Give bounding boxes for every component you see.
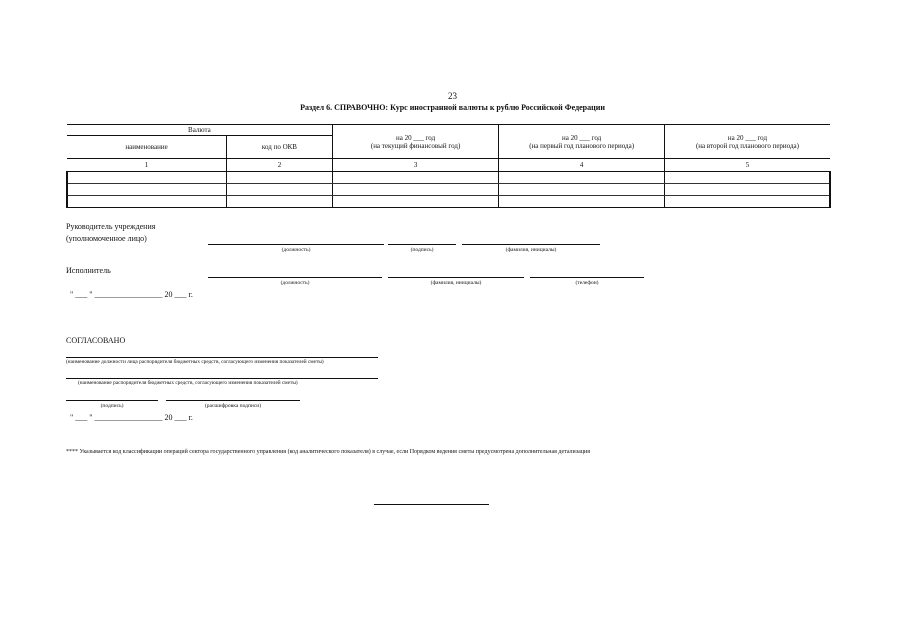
table-cell[interactable]: [499, 184, 665, 196]
year2-header: [499, 125, 665, 159]
table-cell[interactable]: [67, 184, 227, 196]
col-okv-header: код по ОКВ: [227, 136, 333, 159]
exec-caption-phone: (телефон): [575, 280, 599, 286]
column-numbers-row: [67, 159, 830, 172]
exec-caption-position: (должность): [280, 280, 310, 286]
approval-caption-position: (наименование должности лица распорядителя бюджетных средств, согласующего изменения показателей сметы): [66, 359, 324, 365]
head-signature-line[interactable]: [388, 244, 456, 245]
section-title: Раздел 6. СПРАВОЧНО: Курс иностранной валюты к рублю Российской Федерации: [300, 103, 605, 112]
year3-header: [664, 125, 830, 159]
table-cell[interactable]: [227, 172, 333, 184]
head-label-line2: (уполномоченное лицо): [66, 234, 147, 243]
approval-title: СОГЛАСОВАНО: [66, 336, 126, 345]
column-number: 1: [67, 159, 227, 172]
exec-name-line[interactable]: [388, 277, 524, 278]
col-name-header: наименование: [125, 143, 168, 151]
head-label-line1: Руководитель учреждения: [66, 222, 156, 231]
table-cell[interactable]: [664, 172, 830, 184]
head-caption-signature: (подпись): [410, 247, 434, 253]
approval-signature-line[interactable]: [66, 400, 158, 401]
year1-header-top: на 20 ___ год: [395, 133, 436, 142]
table-header-row-1: [67, 125, 830, 136]
table-cell[interactable]: [664, 196, 830, 208]
year2-header-top: на 20 ___ год: [562, 133, 602, 142]
table-cell[interactable]: [332, 196, 499, 208]
column-number: 5: [664, 159, 830, 172]
table-cell[interactable]: [664, 184, 830, 196]
head-caption-name: (фамилия, инициалы): [505, 247, 557, 253]
table-cell[interactable]: [499, 172, 665, 184]
head-name-line[interactable]: [462, 244, 600, 245]
closing-divider: [374, 504, 489, 505]
table-cell[interactable]: [227, 184, 333, 196]
head-position-line[interactable]: [208, 244, 384, 245]
column-number: 3: [332, 159, 499, 172]
head-caption-position: (должность): [281, 247, 311, 253]
table-cell[interactable]: [332, 184, 499, 196]
table-cell[interactable]: [332, 172, 499, 184]
table-row: [67, 196, 830, 208]
approval-caption-decoding: (расшифровка подписи): [204, 403, 262, 409]
table-cell[interactable]: [499, 196, 665, 208]
executor-label: Исполнитель: [66, 266, 111, 275]
table-row: [67, 172, 830, 184]
year3-header-top: на 20 ___ год: [727, 133, 768, 142]
date-line[interactable]: " ___ " _________________ 20 ___ г.: [70, 290, 193, 299]
table-cell[interactable]: [67, 172, 227, 184]
column-number: 4: [499, 159, 665, 172]
approval-org-line[interactable]: [66, 378, 378, 379]
table-cell[interactable]: [227, 196, 333, 208]
approval-date-line[interactable]: " ___ " _________________ 20 ___ г.: [70, 413, 193, 422]
year2-header-sub: (на первый год планового периода): [529, 141, 635, 150]
approval-caption-org: (наименование распорядителя бюджетных средств, согласующего изменения показателей сметы): [78, 380, 298, 386]
currency-rate-table: [66, 124, 831, 208]
exec-position-line[interactable]: [208, 277, 382, 278]
year1-header-sub: (на текущий финансовый год): [370, 141, 461, 150]
page-number: 23: [448, 91, 457, 101]
approval-decoding-line[interactable]: [166, 400, 300, 401]
column-number: 2: [227, 159, 333, 172]
table-cell[interactable]: [67, 196, 227, 208]
year1-header: [332, 125, 499, 159]
table-row: [67, 184, 830, 196]
year3-header-sub: (на второй год планового периода): [695, 141, 799, 150]
approval-position-line[interactable]: [66, 357, 378, 358]
exec-caption-name: (фамилия, инициалы): [430, 280, 482, 286]
currency-header: Валюта: [67, 125, 332, 136]
approval-caption-signature: (подпись): [100, 403, 124, 409]
footnote: **** Указывается код классификации операций сектора государственного управления (код аналитического показателя) в случае, если Порядком ведения сметы предусмотрена дополнительная детализация: [66, 449, 590, 455]
exec-phone-line[interactable]: [530, 277, 644, 278]
